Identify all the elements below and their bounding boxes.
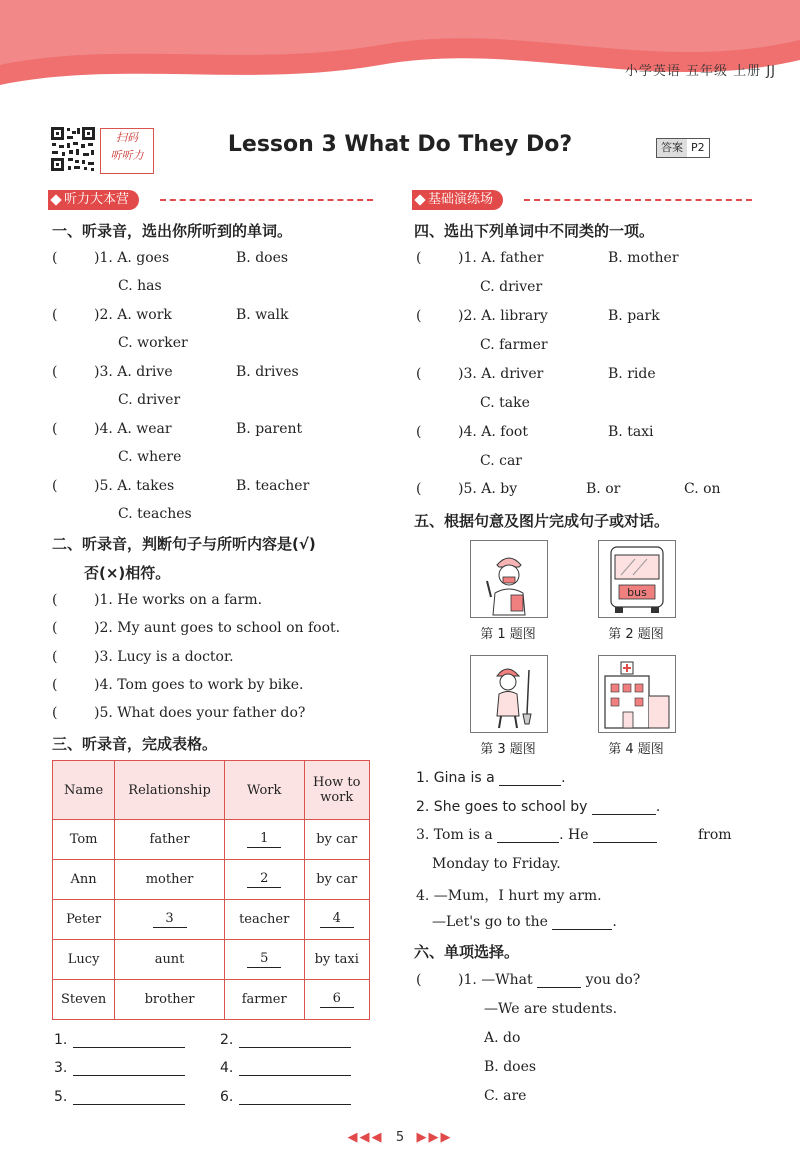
blank-5[interactable]: 5 <box>247 951 281 968</box>
q4-item-1-c: C. driver <box>480 279 543 295</box>
blank[interactable] <box>592 800 656 815</box>
q3-title: 三、听录音，完成表格。 <box>52 735 218 753</box>
blank[interactable] <box>497 828 559 843</box>
page-number: 5 <box>395 1130 405 1145</box>
table-row: Tom father 1 by car <box>53 820 370 860</box>
lesson-title: Lesson 3 What Do They Do? <box>227 132 573 157</box>
th-work: Work <box>224 761 304 820</box>
q4-item-2: )2. A. library <box>458 308 548 324</box>
table-row: Steven brother farmer 6 <box>53 980 370 1020</box>
answer-paren[interactable]: ( <box>52 592 58 608</box>
q5-sentence-3-from: from <box>698 827 732 843</box>
q1-item-1: )1. A. goes <box>94 250 170 266</box>
q4-item-5: )5. A. by <box>458 481 518 497</box>
grade-info: 小学英语 五年级 上册 JJ <box>624 64 776 79</box>
q4-item-5-b: B. or <box>586 481 621 497</box>
answer-paren[interactable]: ( <box>416 972 422 988</box>
answer-paren[interactable]: ( <box>52 705 58 721</box>
q1-title: 一、听录音，选出你所听到的单词。 <box>52 222 293 240</box>
answer-paren[interactable]: ( <box>52 649 58 665</box>
prev-arrows-icon: ◀◀◀ <box>347 1130 384 1145</box>
q4-item-4-c: C. car <box>480 453 522 469</box>
section-header-practice <box>412 190 752 210</box>
scan-listening-label: 扫码 听听力 <box>100 128 154 174</box>
q5-sentence-1: 1. Gina is a . <box>416 770 566 786</box>
blank[interactable] <box>593 828 657 843</box>
answer-paren[interactable]: ( <box>52 364 58 380</box>
q1-item-3-b: B. drives <box>236 364 299 380</box>
caption-4: 第 4 题图 <box>608 742 664 757</box>
q1-item-5-b: B. teacher <box>236 478 310 494</box>
blank[interactable] <box>552 915 612 930</box>
hospital-picture <box>598 655 676 733</box>
q4-item-2-c: C. farmer <box>480 337 548 353</box>
q1-item-5-c: C. teaches <box>118 506 192 522</box>
q2-title-line2: 否(×)相符。 <box>84 564 171 582</box>
q5-sentence-3-cont: Monday to Friday. <box>432 856 561 872</box>
q1-item-2-b: B. walk <box>236 307 289 323</box>
q6-item-1: )1. —What you do? <box>458 972 641 988</box>
answer-paren[interactable]: ( <box>52 421 58 437</box>
q1-item-1-c: C. has <box>118 278 162 294</box>
q5-sentence-3: 3. Tom is a . He <box>416 827 657 843</box>
blank-4[interactable]: 4 <box>320 911 354 928</box>
q4-item-2-b: B. park <box>608 308 660 324</box>
answer-line-6[interactable]: 6. <box>220 1089 351 1105</box>
next-arrows-icon: ▶▶▶ <box>416 1130 453 1145</box>
blank-3[interactable]: 3 <box>153 911 187 928</box>
q4-item-1: )1. A. father <box>458 250 544 266</box>
bus-picture <box>598 540 676 618</box>
section-header-listening <box>48 190 373 210</box>
blank-2[interactable]: 2 <box>247 871 281 888</box>
q6-option-a[interactable]: A. do <box>484 1030 521 1046</box>
q4-item-3-c: C. take <box>480 395 530 411</box>
q1-item-1-b: B. does <box>236 250 289 266</box>
q2-item-4: )4. Tom goes to work by bike. <box>94 677 304 693</box>
table-row: Lucy aunt 5 by taxi <box>53 940 370 980</box>
table-row: Peter 3 teacher 4 <box>53 900 370 940</box>
q1-item-4: )4. A. wear <box>94 421 172 437</box>
q1-item-2-c: C. worker <box>118 335 188 351</box>
q1-item-3: )3. A. drive <box>94 364 173 380</box>
q6-item-1-reply: —We are students. <box>484 1001 618 1017</box>
q2-item-5: )5. What does your father do? <box>94 705 306 721</box>
section-label: 听力大本营 <box>48 190 139 210</box>
blank-6[interactable]: 6 <box>320 991 354 1008</box>
q1-item-2: )2. A. work <box>94 307 172 323</box>
blank-1[interactable]: 1 <box>247 831 281 848</box>
q5-sentence-2: 2. She goes to school by . <box>416 799 661 815</box>
answer-paren[interactable]: ( <box>52 620 58 636</box>
q4-item-3-b: B. ride <box>608 366 656 382</box>
q1-item-4-b: B. parent <box>236 421 303 437</box>
answer-paren[interactable]: ( <box>416 481 422 497</box>
answer-line-3[interactable]: 3. <box>54 1060 185 1076</box>
th-how-to-work: How to work <box>304 761 370 820</box>
q4-item-1-b: B. mother <box>608 250 679 266</box>
relationship-table <box>52 760 370 1020</box>
doctor-picture <box>470 540 548 618</box>
q6-option-b[interactable]: B. does <box>484 1059 537 1075</box>
q4-item-4-b: B. taxi <box>608 424 654 440</box>
header-banner <box>0 0 800 100</box>
q5-title: 五、根据句意及图片完成句子或对话。 <box>414 512 670 530</box>
q4-title: 四、选出下列单词中不同类的一项。 <box>414 222 655 240</box>
table-row: Ann mother 2 by car <box>53 860 370 900</box>
answer-paren[interactable]: ( <box>416 424 422 440</box>
q4-item-5-c: C. on <box>684 481 721 497</box>
answer-paren[interactable]: ( <box>416 366 422 382</box>
blank[interactable] <box>537 973 581 988</box>
q2-item-1: )1. He works on a farm. <box>94 592 263 608</box>
answer-paren[interactable]: ( <box>416 250 422 266</box>
caption-1: 第 1 题图 <box>480 627 536 642</box>
bus-label: bus <box>627 586 647 599</box>
th-name: Name <box>53 761 115 820</box>
q2-item-3: )3. Lucy is a doctor. <box>94 649 234 665</box>
answer-paren[interactable]: ( <box>52 250 58 266</box>
section-label: 基础演练场 <box>412 190 503 210</box>
answer-paren[interactable]: ( <box>52 478 58 494</box>
q2-item-2: )2. My aunt goes to school on foot. <box>94 620 341 636</box>
q4-item-3: )3. A. driver <box>458 366 544 382</box>
q1-item-4-c: C. where <box>118 449 182 465</box>
answer-line-5[interactable]: 5. <box>54 1089 185 1105</box>
q6-option-c[interactable]: C. are <box>484 1088 527 1104</box>
caption-3: 第 3 题图 <box>480 742 536 757</box>
q5-sentence-4b: —Let's go to the . <box>432 914 617 930</box>
answer-line-1[interactable]: 1. <box>54 1032 185 1048</box>
answer-paren[interactable]: ( <box>52 307 58 323</box>
page-footer <box>0 1130 800 1145</box>
q1-item-5: )5. A. takes <box>94 478 175 494</box>
blank[interactable] <box>499 771 561 786</box>
q2-title-line1: 二、听录音，判断句子与所听内容是(√) <box>52 535 316 553</box>
answer-paren[interactable]: ( <box>52 677 58 693</box>
answer-line-2[interactable]: 2. <box>220 1032 351 1048</box>
q4-item-4: )4. A. foot <box>458 424 528 440</box>
th-relationship: Relationship <box>115 761 225 820</box>
caption-2: 第 2 题图 <box>608 627 664 642</box>
answer-page-tag: 答案 P2 <box>656 138 710 158</box>
q1-item-3-c: C. driver <box>118 392 181 408</box>
answer-paren[interactable]: ( <box>416 308 422 324</box>
answer-line-4[interactable]: 4. <box>220 1060 351 1076</box>
q5-sentence-4a: 4. —Mum，I hurt my arm. <box>416 888 602 904</box>
q6-title: 六、单项选择。 <box>414 943 520 961</box>
farmer-picture <box>470 655 548 733</box>
